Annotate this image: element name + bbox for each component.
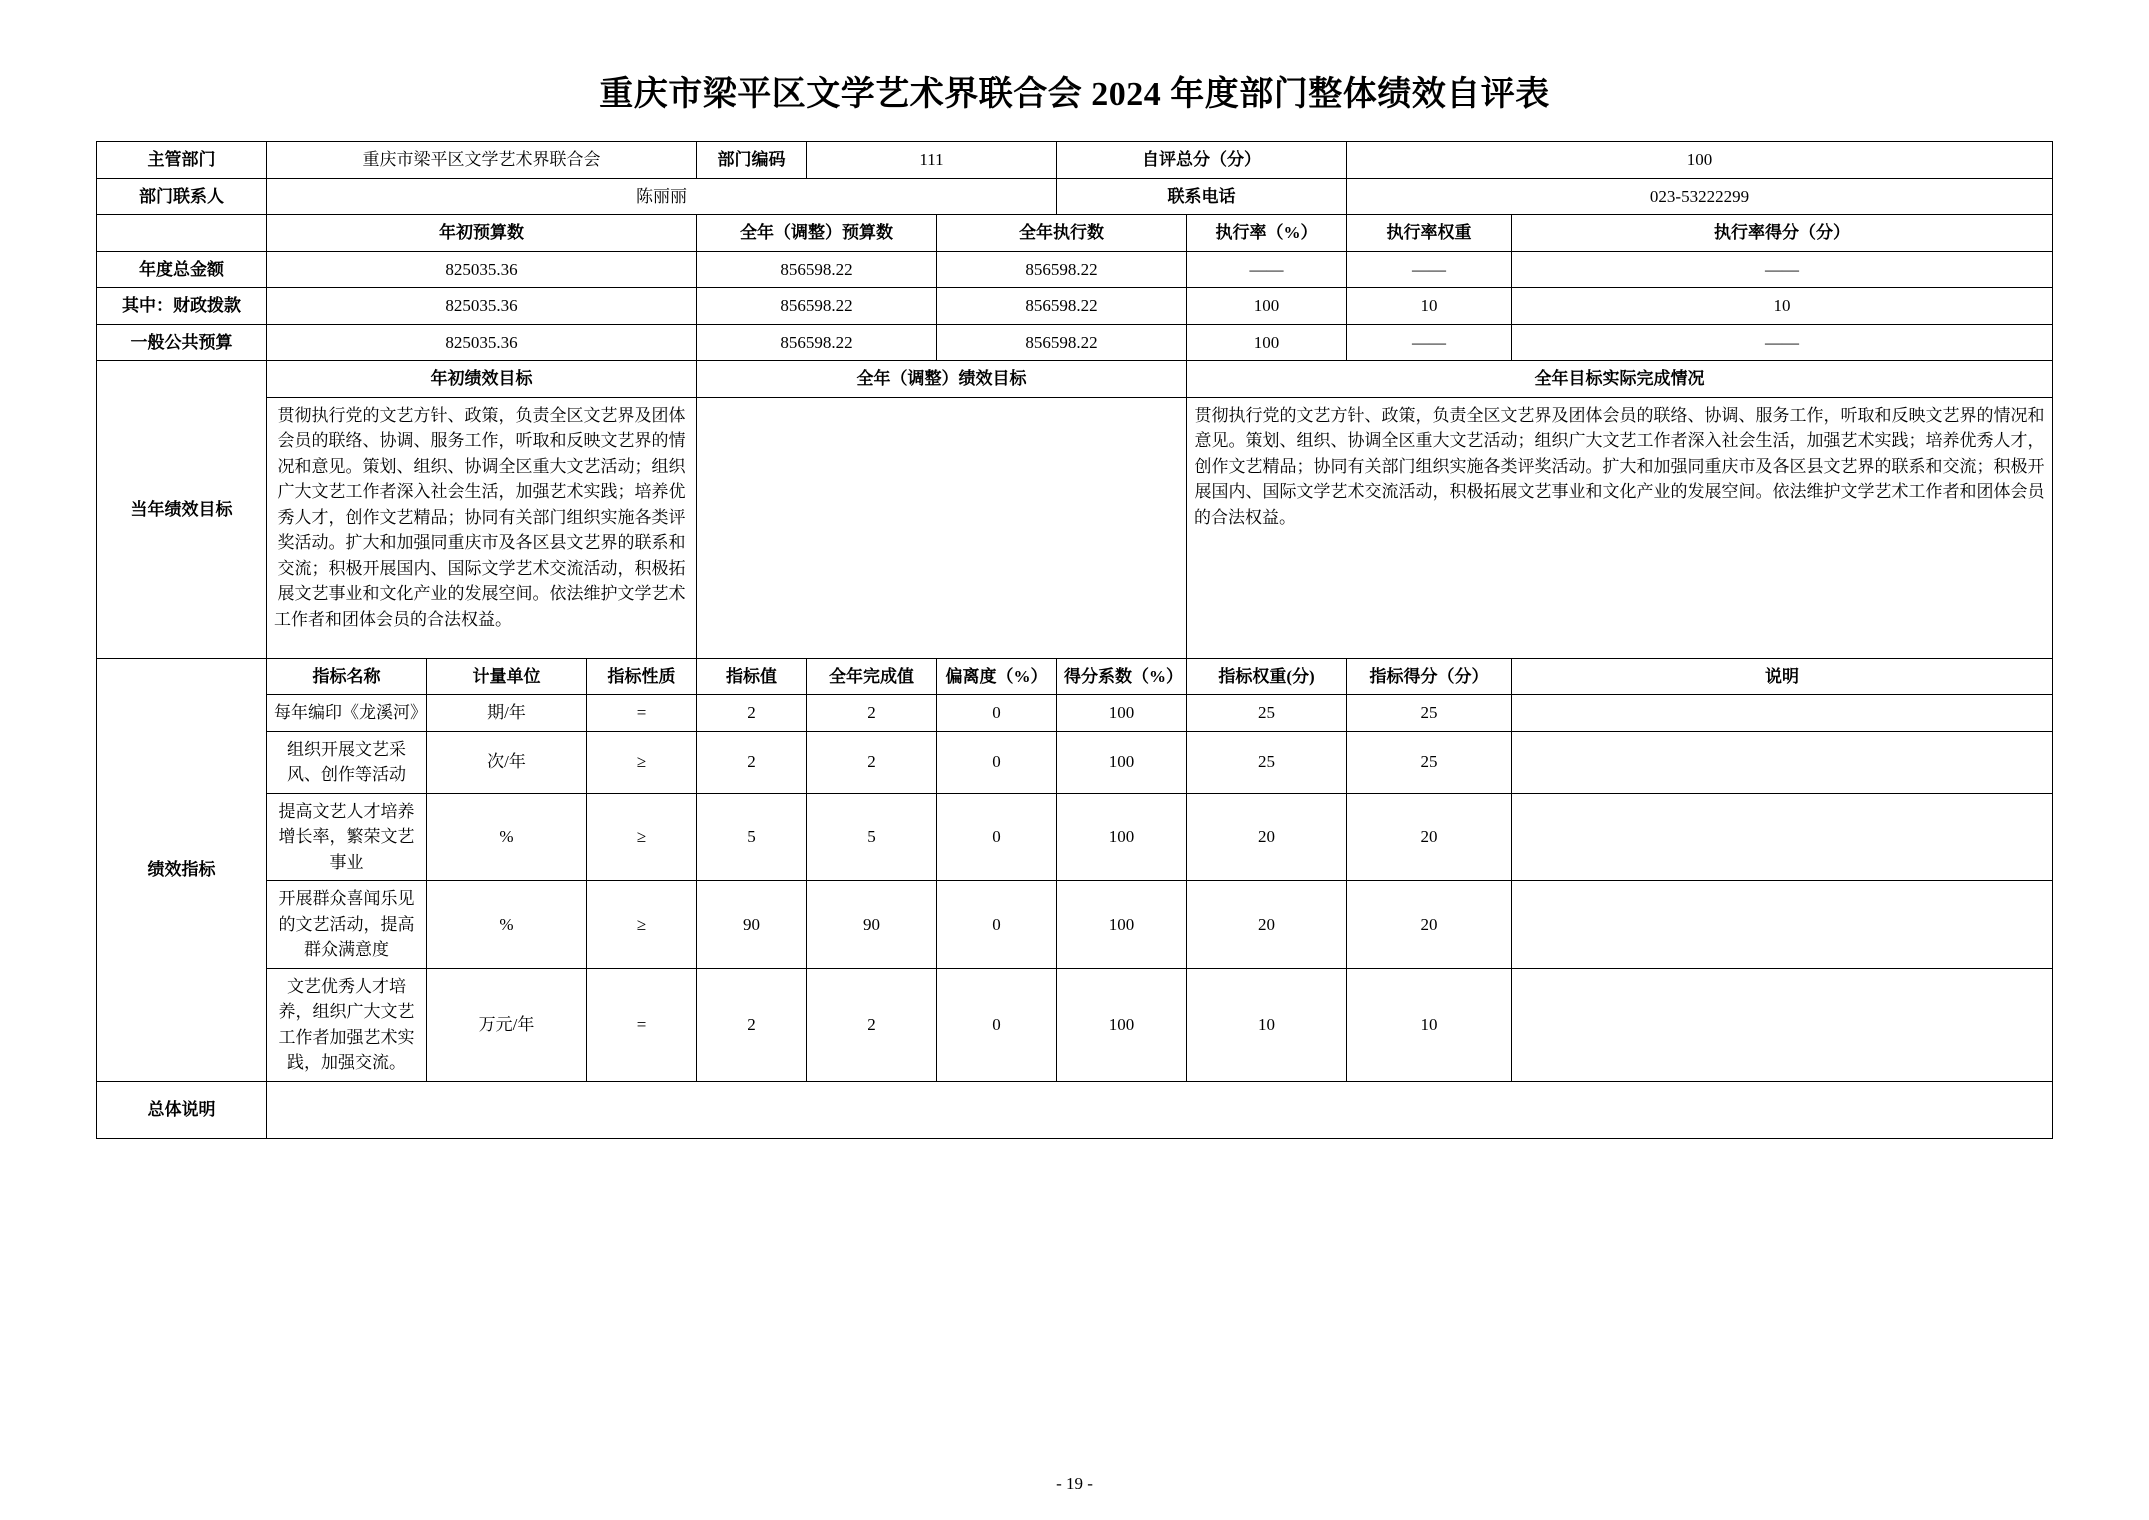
indicator-deviation: 0	[937, 968, 1057, 1081]
indicator-note	[1512, 731, 2053, 793]
contact-label: 部门联系人	[97, 178, 267, 215]
goals-actual-text: 贯彻执行党的文艺方针、政策，负责全区文艺界及团体会员的联络、协调、服务工作，听取和反映文艺界的情况和意见。策划、组织、协调全区重大文艺活动；组织广大文艺工作者深入社会生活，加强艺术实践；培养优秀人才，创作文艺精品；协同有关部门组织实施各类评奖活动。扩大和加强同重庆市及各区县文艺界的联系和交流；积极开展国内、国际文学艺术交流活动，积极拓展文艺事业和文化产业的发展空间。依法维护文学艺术工作者和团体会员的合法权益。	[1187, 397, 2053, 658]
indicator-completed: 2	[807, 731, 937, 793]
summary-text	[267, 1081, 2053, 1138]
indicator-score: 20	[1347, 881, 1512, 969]
indicator-score: 20	[1347, 793, 1512, 881]
table-row-contact	[97, 178, 2053, 215]
budget-rate: 100	[1187, 288, 1347, 325]
indicator-coefficient: 100	[1057, 968, 1187, 1081]
budget-adjusted: 856598.22	[697, 251, 937, 288]
indicator-col-deviation: 偏离度（%）	[937, 658, 1057, 695]
indicators-row-label: 绩效指标	[97, 658, 267, 1081]
indicator-row	[97, 731, 2053, 793]
indicators-header-row	[97, 658, 2053, 695]
indicator-col-name: 指标名称	[267, 658, 427, 695]
dept-value: 重庆市梁平区文学艺术界联合会	[267, 142, 697, 179]
indicator-col-note: 说明	[1512, 658, 2053, 695]
indicator-score: 25	[1347, 731, 1512, 793]
summary-row	[97, 1081, 2053, 1138]
budget-weight: ——	[1347, 324, 1512, 361]
budget-row-label: 其中：财政拨款	[97, 288, 267, 325]
budget-adjusted: 856598.22	[697, 324, 937, 361]
indicator-name: 每年编印《龙溪河》	[267, 695, 427, 732]
indicator-col-value: 指标值	[697, 658, 807, 695]
indicator-deviation: 0	[937, 695, 1057, 732]
indicator-unit: %	[427, 881, 587, 969]
indicator-name: 文艺优秀人才培养，组织广大文艺工作者加强艺术实践，加强交流。	[267, 968, 427, 1081]
indicator-weight: 25	[1187, 695, 1347, 732]
code-value: 111	[807, 142, 1057, 179]
budget-initial: 825035.36	[267, 251, 697, 288]
budget-adjusted: 856598.22	[697, 288, 937, 325]
budget-score: 10	[1512, 288, 2053, 325]
summary-label: 总体说明	[97, 1081, 267, 1138]
indicator-row	[97, 881, 2053, 969]
budget-corner-cell	[97, 215, 267, 252]
indicator-col-coefficient: 得分系数（%）	[1057, 658, 1187, 695]
page-title: 重庆市梁平区文学艺术界联合会 2024 年度部门整体绩效自评表	[599, 76, 1550, 113]
indicator-completed: 5	[807, 793, 937, 881]
budget-rate: 100	[1187, 324, 1347, 361]
indicator-deviation: 0	[937, 731, 1057, 793]
budget-rate: ——	[1187, 251, 1347, 288]
indicator-col-score: 指标得分（分）	[1347, 658, 1512, 695]
indicator-completed: 90	[807, 881, 937, 969]
goals-header-row	[97, 361, 2053, 398]
phone-value: 023-53222299	[1347, 178, 2053, 215]
indicator-weight: 25	[1187, 731, 1347, 793]
table-row-dept	[97, 142, 2053, 179]
goals-col-initial: 年初绩效目标	[267, 361, 697, 398]
indicator-coefficient: 100	[1057, 793, 1187, 881]
indicator-deviation: 0	[937, 881, 1057, 969]
indicator-name: 提高文艺人才培养增长率，繁荣文艺事业	[267, 793, 427, 881]
budget-executed: 856598.22	[937, 288, 1187, 325]
indicator-unit: 万元/年	[427, 968, 587, 1081]
budget-col-rate: 执行率（%）	[1187, 215, 1347, 252]
indicator-unit: 次/年	[427, 731, 587, 793]
budget-score: ——	[1512, 324, 2053, 361]
budget-row-appropriation	[97, 288, 2053, 325]
performance-self-evaluation-table	[96, 141, 2053, 1139]
budget-initial: 825035.36	[267, 288, 697, 325]
budget-row-label: 年度总金额	[97, 251, 267, 288]
budget-row-general-public	[97, 324, 2053, 361]
total-score-label: 自评总分（分）	[1057, 142, 1347, 179]
indicator-value: 2	[697, 695, 807, 732]
indicator-weight: 20	[1187, 881, 1347, 969]
total-score-value: 100	[1347, 142, 2053, 179]
indicator-score: 25	[1347, 695, 1512, 732]
budget-col-weight: 执行率权重	[1347, 215, 1512, 252]
indicator-row	[97, 793, 2053, 881]
budget-executed: 856598.22	[937, 324, 1187, 361]
budget-row-total	[97, 251, 2053, 288]
goals-col-adjusted: 全年（调整）绩效目标	[697, 361, 1187, 398]
indicator-unit: 期/年	[427, 695, 587, 732]
indicator-unit: %	[427, 793, 587, 881]
budget-col-score: 执行率得分（分）	[1512, 215, 2053, 252]
indicator-nature: =	[587, 695, 697, 732]
goals-content-row	[97, 397, 2053, 658]
indicator-col-unit: 计量单位	[427, 658, 587, 695]
goals-row-label: 当年绩效目标	[97, 361, 267, 659]
indicator-weight: 10	[1187, 968, 1347, 1081]
indicator-completed: 2	[807, 968, 937, 1081]
indicator-nature: ≥	[587, 881, 697, 969]
indicator-nature: =	[587, 968, 697, 1081]
budget-col-initial: 年初预算数	[267, 215, 697, 252]
goals-adjusted-text	[697, 397, 1187, 658]
indicator-row	[97, 968, 2053, 1081]
phone-label: 联系电话	[1057, 178, 1347, 215]
indicator-nature: ≥	[587, 793, 697, 881]
code-label: 部门编码	[697, 142, 807, 179]
goals-initial-text: 贯彻执行党的文艺方针、政策，负责全区文艺界及团体会员的联络、协调、服务工作，听取和反映文艺界的情况和意见。策划、组织、协调全区重大文艺活动；组织广大文艺工作者深入社会生活，加强艺术实践；培养优秀人才，创作文艺精品；协同有关部门组织实施各类评奖活动。扩大和加强同重庆市及各区县文艺界的联系和交流；积极开展国内、国际文学艺术交流活动，积极拓展文艺事业和文化产业的发展空间。依法维护文学艺术工作者和团体会员的合法权益。	[267, 397, 697, 658]
dept-label: 主管部门	[97, 142, 267, 179]
indicator-note	[1512, 881, 2053, 969]
contact-value: 陈丽丽	[267, 178, 1057, 215]
indicator-note	[1512, 695, 2053, 732]
indicator-row	[97, 695, 2053, 732]
indicator-value: 90	[697, 881, 807, 969]
indicator-col-completed: 全年完成值	[807, 658, 937, 695]
goals-col-actual: 全年目标实际完成情况	[1187, 361, 2053, 398]
indicator-value: 2	[697, 731, 807, 793]
indicator-value: 5	[697, 793, 807, 881]
indicator-score: 10	[1347, 968, 1512, 1081]
indicator-weight: 20	[1187, 793, 1347, 881]
indicator-deviation: 0	[937, 793, 1057, 881]
budget-col-adjusted: 全年（调整）预算数	[697, 215, 937, 252]
budget-weight: ——	[1347, 251, 1512, 288]
page-number: - 19 -	[1056, 1474, 1093, 1493]
indicator-note	[1512, 793, 2053, 881]
indicator-name: 组织开展文艺采风、创作等活动	[267, 731, 427, 793]
indicator-col-nature: 指标性质	[587, 658, 697, 695]
indicator-completed: 2	[807, 695, 937, 732]
budget-row-label: 一般公共预算	[97, 324, 267, 361]
budget-header-row	[97, 215, 2053, 252]
budget-weight: 10	[1347, 288, 1512, 325]
budget-executed: 856598.22	[937, 251, 1187, 288]
budget-initial: 825035.36	[267, 324, 697, 361]
budget-col-executed: 全年执行数	[937, 215, 1187, 252]
indicator-nature: ≥	[587, 731, 697, 793]
budget-score: ——	[1512, 251, 2053, 288]
indicator-note	[1512, 968, 2053, 1081]
indicator-value: 2	[697, 968, 807, 1081]
indicator-coefficient: 100	[1057, 695, 1187, 732]
indicator-coefficient: 100	[1057, 731, 1187, 793]
indicator-col-weight: 指标权重(分)	[1187, 658, 1347, 695]
indicator-name: 开展群众喜闻乐见的文艺活动，提高群众满意度	[267, 881, 427, 969]
indicator-coefficient: 100	[1057, 881, 1187, 969]
